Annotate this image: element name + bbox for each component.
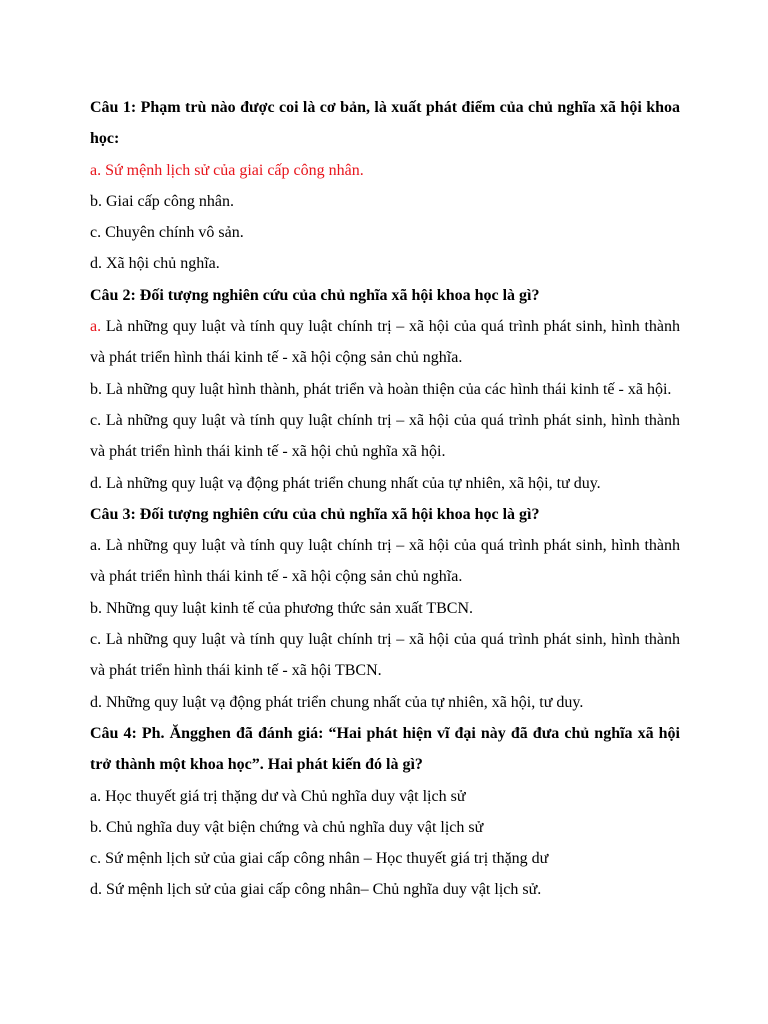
question-3-option-d — [90, 687, 680, 718]
option-marker: a. — [90, 787, 102, 805]
option-marker: d. — [90, 255, 102, 273]
option-text: Chuyên chính vô sản. — [101, 224, 244, 242]
option-text: Những quy luật kinh tế của phương thức sản xuất TBCN. — [102, 599, 474, 617]
option-text: Sứ mệnh lịch sử của giai cấp công nhân. — [101, 161, 364, 179]
question-1-option-b — [90, 186, 680, 217]
question-3-title: Câu 3: Đối tượng nghiên cứu của chủ nghĩa xã hội khoa học là gì? — [90, 505, 540, 523]
question-3-option-a — [90, 530, 680, 593]
question-4-option-c — [90, 843, 680, 874]
option-text: Là những quy luật và tính quy luật chính trị – xã hội của quá trình phát sinh, hình thành và phát triển hình thái kinh tế - xã hội cộng sản chủ nghĩa. — [90, 537, 680, 586]
option-marker: c. — [90, 411, 102, 429]
option-marker: c. — [90, 224, 102, 242]
option-text: Là những quy luật hình thành, phát triển và hoàn thiện của các hình thái kinh tế - xã hội. — [102, 380, 672, 398]
question-1-option-a — [90, 155, 680, 186]
question-1-option-c — [90, 217, 680, 248]
option-marker: a. — [90, 161, 102, 179]
option-text: Chủ nghĩa duy vật biện chứng và chủ nghĩa duy vật lịch sử — [102, 818, 484, 836]
option-marker: b. — [90, 192, 102, 210]
question-4-title: Câu 4: Ph. Ăngghen đã đánh giá: “Hai phát hiện vĩ đại này đã đưa chủ nghĩa xã hội trở thành một khoa học”. Hai phát kiến đó là gì? — [90, 724, 680, 774]
question-2-option-d — [90, 468, 680, 499]
option-text: Những quy luật vạ động phát triển chung nhất của tự nhiên, xã hội, tư duy. — [102, 693, 584, 711]
option-marker: a. — [90, 318, 102, 336]
question-3-option-b — [90, 593, 680, 624]
option-text: Xã hội chủ nghĩa. — [102, 255, 220, 273]
question-4-option-b — [90, 812, 680, 843]
question-4-option-d — [90, 874, 680, 905]
option-text: Là những quy luật và tính quy luật chính trị – xã hội của quá trình phát sinh, hình thành và phát triển hình thái kinh tế - xã hội TBCN. — [90, 631, 680, 680]
option-text: Sứ mệnh lịch sử của giai cấp công nhân – Học thuyết giá trị thặng dư — [101, 850, 549, 868]
option-text: Là những quy luật vạ động phát triển chung nhất của tự nhiên, xã hội, tư duy. — [102, 474, 601, 492]
question-1-option-d — [90, 248, 680, 279]
option-marker: c. — [90, 850, 102, 868]
document-page — [90, 92, 680, 906]
question-2-option-c — [90, 405, 680, 468]
option-text: Sứ mệnh lịch sử của giai cấp công nhân– Chủ nghĩa duy vật lịch sử. — [102, 881, 542, 899]
option-marker: d. — [90, 693, 102, 711]
question-2-title: Câu 2: Đối tượng nghiên cứu của chủ nghĩa xã hội khoa học là gì? — [90, 286, 540, 304]
option-marker: a. — [90, 537, 102, 555]
option-marker: c. — [90, 631, 102, 649]
question-4-option-a — [90, 781, 680, 812]
option-text: Học thuyết giá trị thặng dư và Chủ nghĩa duy vật lịch sử — [101, 787, 466, 805]
option-marker: d. — [90, 881, 102, 899]
option-text: Giai cấp công nhân. — [102, 192, 234, 210]
option-marker: d. — [90, 474, 102, 492]
question-2-option-a — [90, 311, 680, 374]
option-marker: b. — [90, 818, 102, 836]
option-text: Là những quy luật và tính quy luật chính trị – xã hội của quá trình phát sinh, hình thành và phát triển hình thái kinh tế - xã hội cộng sản chủ nghĩa. — [90, 318, 680, 367]
question-3-option-c — [90, 624, 680, 687]
option-marker: b. — [90, 599, 102, 617]
option-marker: b. — [90, 380, 102, 398]
question-1-title: Câu 1: Phạm trù nào được coi là cơ bản, là xuất phát điểm của chủ nghĩa xã hội khoa học: — [90, 99, 680, 148]
question-2-option-b — [90, 374, 680, 405]
option-text: Là những quy luật và tính quy luật chính trị – xã hội của quá trình phát sinh, hình thành và phát triển hình thái kinh tế - xã hội chủ nghĩa xã hội. — [90, 411, 680, 461]
